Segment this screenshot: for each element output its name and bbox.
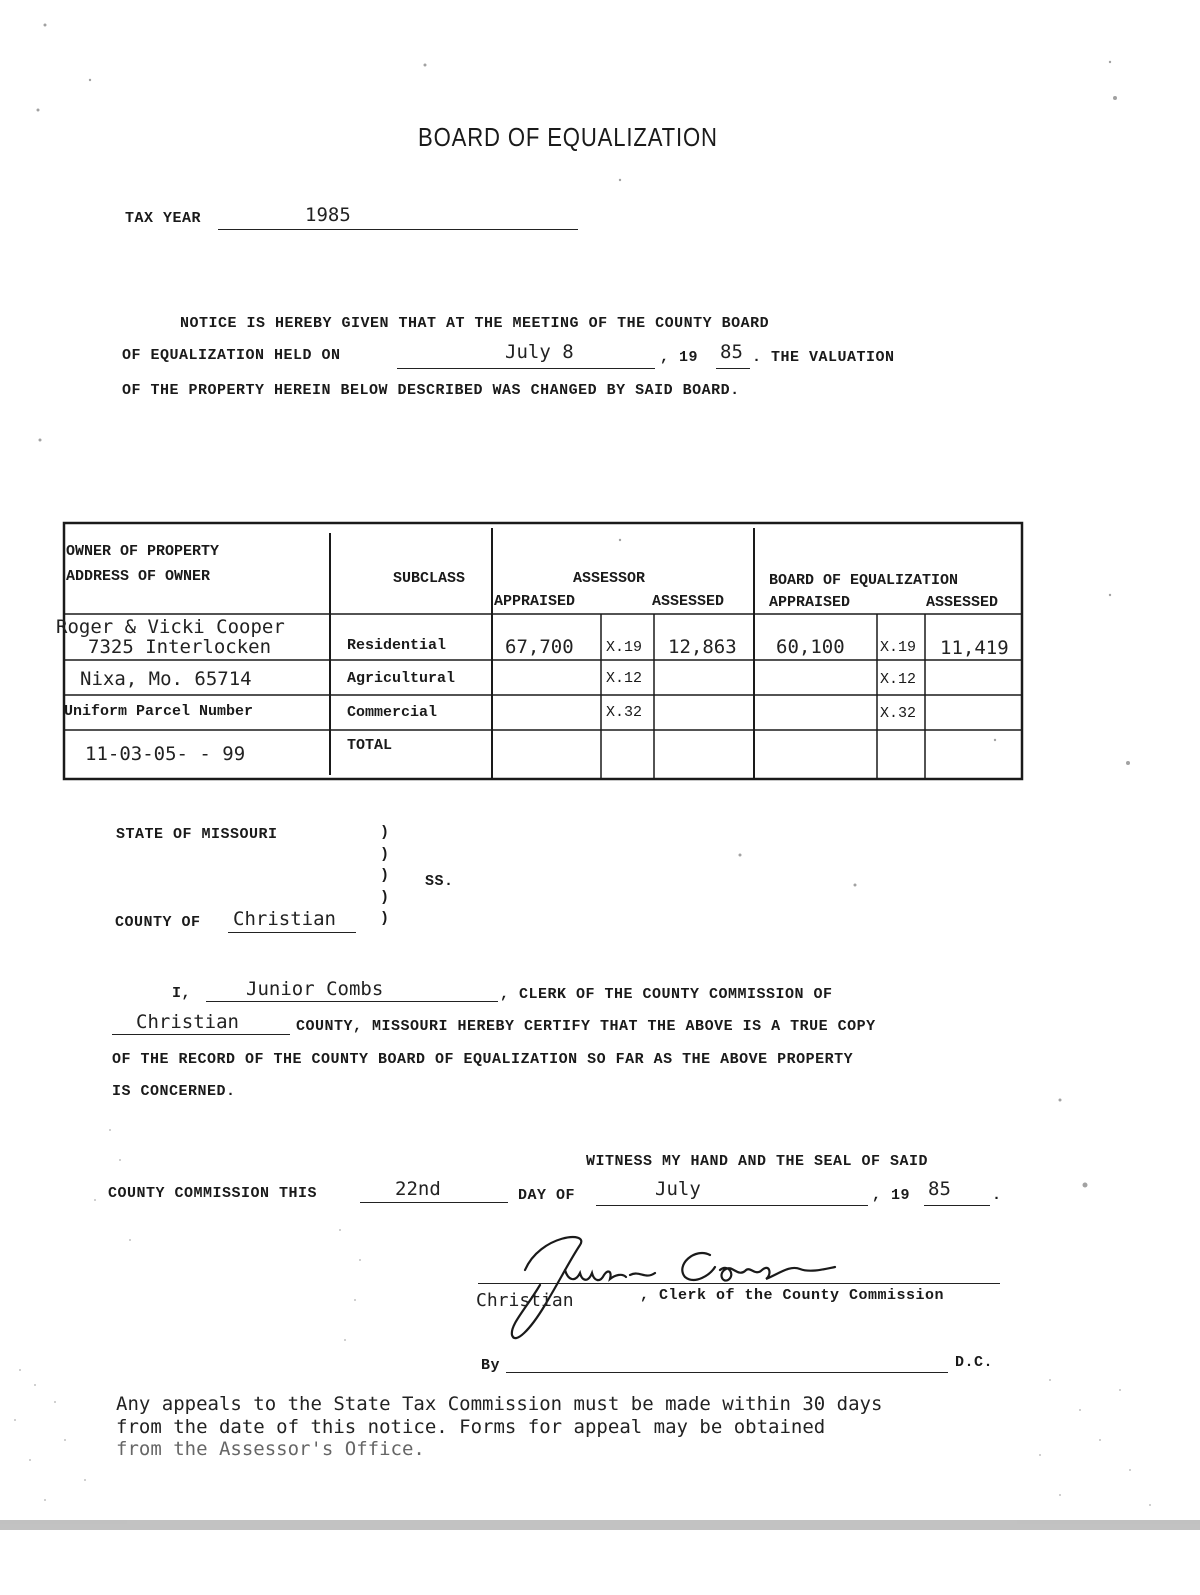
- header-address: ADDRESS OF OWNER: [66, 568, 211, 585]
- header-assessor-appraised: APPRAISED: [494, 593, 576, 610]
- owner-street: 7325 Interlocken: [88, 636, 272, 658]
- header-subclass: SUBCLASS: [393, 570, 466, 587]
- header-board-appraised: APPRAISED: [769, 594, 851, 611]
- cert-line-1-suffix: , CLERK OF THE COUNTY COMMISSION OF: [500, 986, 833, 1003]
- dc-label: D.C.: [955, 1354, 994, 1371]
- owner-city: Nixa, Mo. 65714: [80, 668, 252, 690]
- board-rate-commercial: X.32: [880, 705, 917, 722]
- clerk-name: Junior Combs: [246, 978, 384, 1000]
- clerk-title-label: , Clerk of the County Commission: [640, 1287, 945, 1304]
- county-value: Christian: [233, 908, 336, 930]
- witness-prefix: COUNTY COMMISSION THIS: [108, 1185, 318, 1202]
- parcel-number-value: 11-03-05- - 99: [85, 743, 246, 765]
- cert-line-2-suffix: COUNTY, MISSOURI HEREBY CERTIFY THAT THE ABOVE IS A TRUE COPY: [296, 1018, 876, 1035]
- witness-day-value: 22nd: [395, 1178, 441, 1200]
- header-assessor: ASSESSOR: [573, 570, 646, 587]
- notice-line-2-prefix: OF EQUALIZATION HELD ON: [122, 347, 341, 364]
- witness-line-1: WITNESS MY HAND AND THE SEAL OF SAID: [586, 1153, 929, 1170]
- county-label: COUNTY OF: [115, 914, 201, 931]
- board-assessed-residential: 11,419: [940, 637, 1009, 659]
- ss-label: SS.: [425, 873, 454, 890]
- header-owner: OWNER OF PROPERTY: [66, 543, 220, 560]
- cert-line-3: OF THE RECORD OF THE COUNTY BOARD OF EQUALIZATION SO FAR AS THE ABOVE PROPERTY: [112, 1051, 854, 1068]
- owner-name: Roger & Vicki Cooper: [56, 616, 285, 638]
- footer-line-2: from the date of this notice. Forms for appeal may be obtained: [116, 1416, 826, 1438]
- footer-line-3: from the Assessor's Office.: [116, 1438, 425, 1460]
- signature-county-value: Christian: [476, 1290, 574, 1311]
- assessor-rate-commercial: X.32: [606, 704, 643, 721]
- footer-line-1: Any appeals to the State Tax Commission must be made within 30 days: [116, 1393, 883, 1415]
- header-assessor-assessed: ASSESSED: [652, 593, 725, 610]
- notice-line-1: NOTICE IS HEREBY GIVEN THAT AT THE MEETING OF THE COUNTY BOARD: [180, 315, 770, 332]
- subclass-total: TOTAL: [347, 737, 393, 754]
- witness-suffix: .: [992, 1187, 1002, 1204]
- tax-year-label: TAX YEAR: [125, 210, 202, 227]
- header-board: BOARD OF EQUALIZATION: [769, 572, 959, 589]
- witness-day-of: DAY OF: [518, 1187, 576, 1204]
- parcel-number-label: Uniform Parcel Number: [64, 703, 254, 720]
- by-label: By: [481, 1357, 501, 1374]
- page-title: BOARD OF EQUALIZATION: [418, 122, 718, 152]
- subclass-commercial: Commercial: [347, 704, 438, 721]
- subclass-agricultural: Agricultural: [347, 670, 456, 687]
- assessor-appraised-residential: 67,700: [505, 636, 574, 658]
- notice-line-2-suffix: . THE VALUATION: [752, 349, 895, 366]
- notice-line-3: OF THE PROPERTY HEREIN BELOW DESCRIBED WAS CHANGED BY SAID BOARD.: [122, 382, 740, 399]
- tax-year-value: 1985: [305, 204, 351, 226]
- assessor-rate-residential: X.19: [606, 639, 643, 656]
- header-board-assessed: ASSESSED: [926, 594, 999, 611]
- witness-year-prefix: , 19: [872, 1187, 911, 1204]
- subclass-residential: Residential: [347, 637, 447, 654]
- assessor-assessed-residential: 12,863: [668, 636, 737, 658]
- meeting-year-prefix: , 19: [660, 349, 699, 366]
- assessor-rate-agricultural: X.12: [606, 670, 643, 687]
- cert-line-4: IS CONCERNED.: [112, 1083, 236, 1100]
- board-appraised-residential: 60,100: [776, 636, 845, 658]
- witness-month-value: July: [655, 1178, 701, 1200]
- meeting-year-value: 85: [720, 341, 743, 363]
- board-rate-residential: X.19: [880, 639, 917, 656]
- venue-brackets: ) ) ) ) ): [380, 824, 390, 927]
- board-rate-agricultural: X.12: [880, 671, 917, 688]
- cert-i-label: I,: [172, 985, 192, 1002]
- state-label: STATE OF MISSOURI: [116, 826, 278, 843]
- meeting-date-value: July 8: [505, 341, 574, 363]
- witness-year-value: 85: [928, 1178, 951, 1200]
- cert-county-value: Christian: [136, 1011, 239, 1033]
